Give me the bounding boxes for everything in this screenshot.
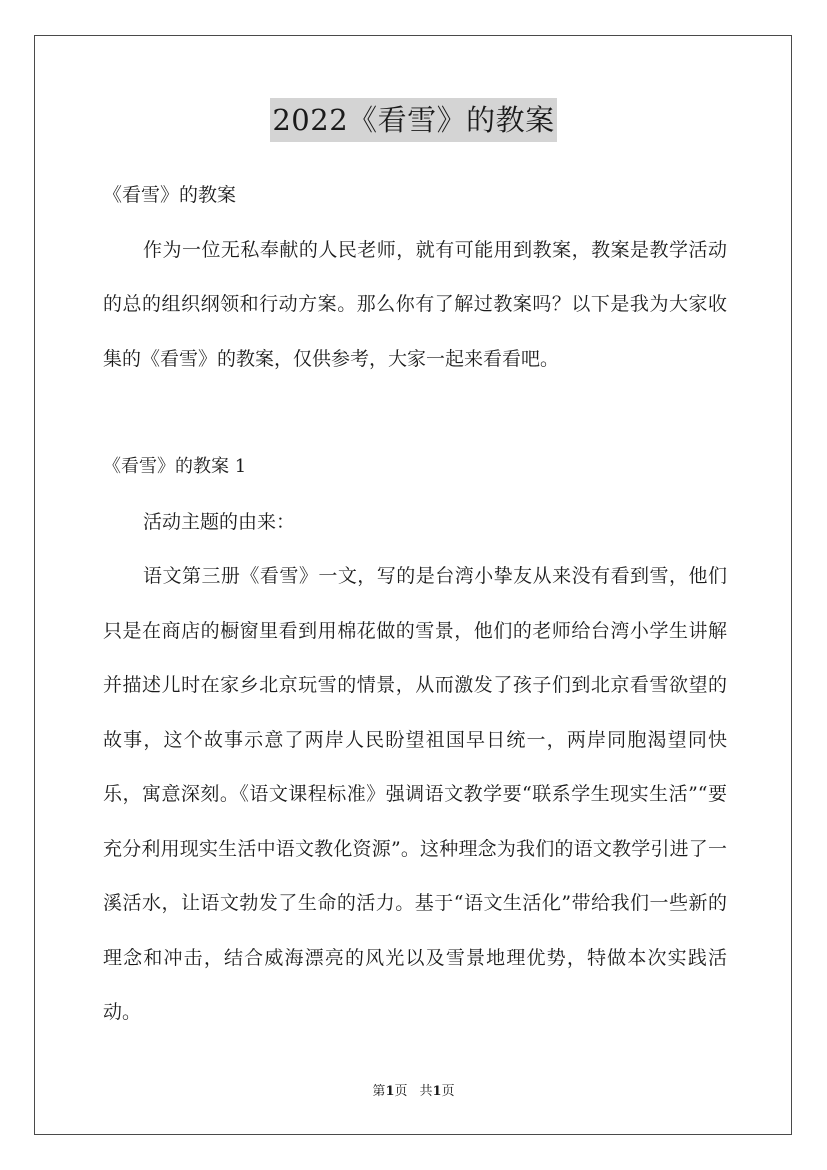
section-body-paragraph: 语文第三册《看雪》一文，写的是台湾小挚友从来没有看到雪，他们只是在商店的橱窗里看到用棉花做的雪景，他们的老师给台湾小学生讲解并描述儿时在家乡北京玩雪的情景，从而激发了孩子们到北京看雪欲望的故事，这个故事示意了两岸人民盼望祖国早日统一，两岸同胞渴望同快乐，寓意深刻。《语文课程标准》强调语文教学要“联系学生现实生活”“要充分利用现实生活中语文教化资源”。这种理念为我们的语文教学引进了一溪活水，让语文勃发了生命的活力。基于“语文生活化”带给我们一些新的理念和冲击，结合威海漂亮的风光以及雪景地理优势，特做本次实践活动。 [103,565,727,1023]
section-spacer [103,386,727,440]
document-title: 2022《看雪》的教案 [270,98,556,142]
footer-page-mid: 页 [394,1084,408,1099]
document-subtitle: 《看雪》的教案 [103,184,237,206]
document-title-block [0,98,827,142]
footer-total-prefix: 共 [419,1084,433,1099]
page-footer [0,1082,827,1102]
section-label: 活动主题的由来： [143,510,296,533]
footer-page-number: 1 [385,1084,395,1099]
intro-paragraph: 作为一位无私奉献的人民老师，就有可能用到教案，教案是教学活动的总的组织纲领和行动方案。那么你有了解过教案吗？以下是我为大家收集的《看雪》的教案，仅供参考，大家一起来看看吧。 [103,238,727,370]
footer-total-suffix: 页 [441,1084,455,1099]
section-heading: 《看雪》的教案 1 [103,456,247,477]
footer-page-prefix: 第 [372,1084,386,1099]
document-body [103,168,727,1040]
footer-total-number: 1 [432,1084,442,1099]
